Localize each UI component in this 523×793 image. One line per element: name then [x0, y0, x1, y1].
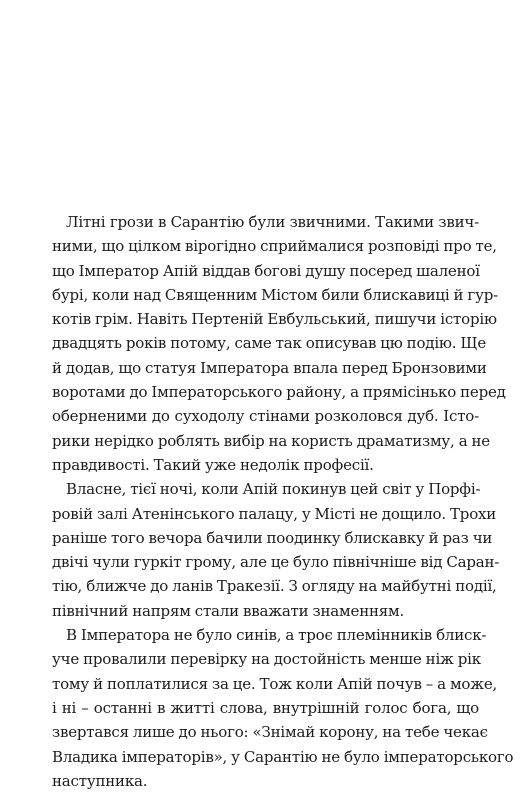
text-line: звертався лише до нього: «Знімай корону, на тебе чекає [52, 723, 488, 742]
text-line: В Імператора не було синів, а троє племінників блиск- [66, 626, 487, 645]
text-line: бурі, коли над Священним Містом били блискавиці й гур- [52, 285, 498, 304]
text-line: правдивості. Такий уже недолік професії. [52, 455, 374, 474]
text-line: двадцять років потому, саме так описував цю подію. Ще [52, 334, 487, 353]
text-line: раніше того вечора бачили поодинку блискавку й раз чи [52, 528, 493, 547]
text-line: Літні грози в Сарантію були звичними. Такими звич- [66, 213, 479, 231]
text-line: наступника. [52, 771, 148, 790]
text-line: воротами до Імператорського району, а прямісінько перед [52, 383, 506, 402]
text-line: й додав, що статуя Імператора впала перед Бронзовими [52, 358, 487, 377]
text-line: тію, ближче до ланів Тракезії. З огляду на майбутні події, [52, 577, 497, 596]
text-line: ровій залі Атенінського палацу, у Місті не дощило. Трохи [52, 504, 497, 523]
text-line: і ні – останні в житті слова, внутрішній голос бога, що [52, 698, 479, 717]
text-line: двічі чули гуркіт грому, але це було північніше від Саран- [52, 553, 500, 572]
body-text [52, 210, 514, 793]
text-line: північний напрям стали вважати знаменням. [52, 601, 405, 620]
text-line: ними, що цілком вірогідно сприймалися розповіді про те, [52, 237, 497, 256]
text-line: тому й поплатилися за це. Тож коли Апій почув – а може, [52, 674, 498, 693]
text-line: уче провалили перевірку на достойність менше ніж рік [52, 650, 481, 669]
text-line: котів грім. Навіть Пертеній Евбульський, пишучи історію [52, 310, 497, 329]
text-line: що Імператор Апій віддав богові душу посеред шаленої [52, 261, 480, 280]
text-line: рики нерідко роблять вибір на користь драматизму, а не [52, 431, 490, 450]
text-line: Владика імператорів», у Сарантію не було імператорського [52, 747, 514, 766]
text-line: оберненими до суходолу стінами розколовся дуб. Істо- [52, 407, 479, 426]
text-line: Власне, тієї ночі, коли Апій покинув цей світ у Порфі- [66, 480, 481, 499]
